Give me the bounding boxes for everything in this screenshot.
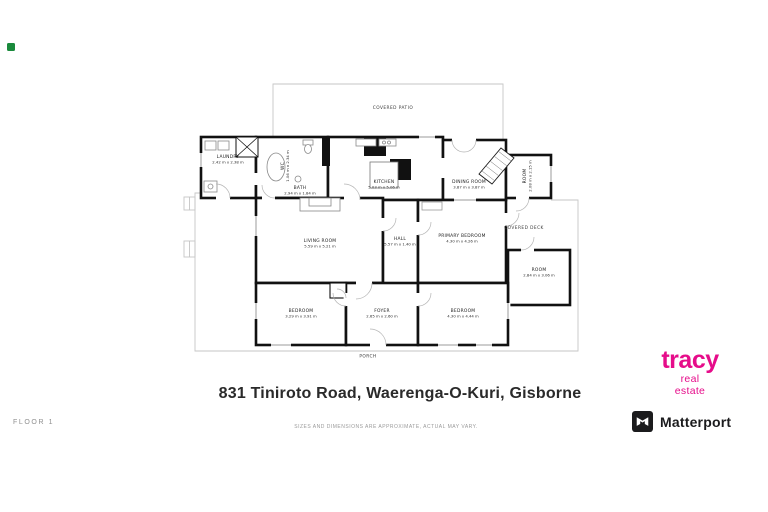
svg-text:3.87 m x 3.87 m: 3.87 m x 3.87 m xyxy=(453,184,485,190)
right-room-label: ROOM xyxy=(531,268,547,273)
svg-text:5.03 m x 5.06 m: 5.03 m x 5.06 m xyxy=(368,184,400,190)
disclaimer-text: SIZES AND DIMENSIONS ARE APPROXIMATE, ACTUAL MAY VARY. xyxy=(294,424,478,430)
kitchen-label: KITCHEN xyxy=(373,180,395,185)
svg-text:5.57 m x 1.40 m: 5.57 m x 1.40 m xyxy=(384,241,416,247)
svg-text:2.42 m x 2.38 m: 2.42 m x 2.38 m xyxy=(212,159,244,165)
living-room-label: LIVING ROOM xyxy=(303,239,337,244)
svg-text:2.94 m x 1.84 m: 2.94 m x 1.84 m xyxy=(284,190,316,196)
bath-label: BATH xyxy=(293,186,307,191)
wardrobe xyxy=(422,202,442,210)
dining-room-label: DINING ROOM xyxy=(452,180,486,185)
right-room xyxy=(508,250,570,305)
top-right-room-label: ROOM xyxy=(523,168,528,184)
svg-text:2.65 m x 2.60 m: 2.65 m x 2.60 m xyxy=(366,313,398,319)
property-address: 831 Tiniroto Road, Waerenga-O-Kuri, Gisborne xyxy=(218,385,582,402)
porch-label: PORCH xyxy=(359,354,377,360)
svg-text:2.84 m x 3.06 m: 2.84 m x 3.06 m xyxy=(523,272,555,278)
agency-tagline-1: real xyxy=(680,373,700,385)
agency-name: tracy xyxy=(661,346,719,374)
primary-bedroom-label: PRIMARY BEDROOM xyxy=(438,234,486,239)
toilet-icon xyxy=(305,145,312,154)
hatched-cupboard xyxy=(236,137,258,157)
covered-patio-label: COVERED PATIO xyxy=(372,106,414,111)
svg-text:3.29 m x 3.91 m: 3.29 m x 3.91 m xyxy=(285,313,317,319)
svg-text:5.59 m x 5.21 m: 5.59 m x 5.21 m xyxy=(304,243,336,249)
kitchen-bench xyxy=(356,139,376,146)
agency-tagline-2: estate xyxy=(674,384,706,397)
floor-plan-drawing xyxy=(176,78,588,364)
svg-text:4.30 m x 4.26 m: 4.30 m x 4.26 m xyxy=(446,238,478,244)
dryer-icon xyxy=(218,141,229,150)
agency-logo xyxy=(630,348,750,396)
covered-patio-outline xyxy=(273,84,503,140)
laundry-label: LAUNDRY xyxy=(216,155,240,160)
svg-text:2.08 m x 2.15 m: 2.08 m x 2.15 m xyxy=(527,160,533,192)
wc-label: WC xyxy=(281,162,286,170)
foyer-label: FOYER xyxy=(374,309,390,314)
provider-name: Matterport xyxy=(660,413,732,430)
bedroom-left-label: BEDROOM xyxy=(288,309,314,314)
svg-text:1.06 m x 2.34 m: 1.06 m x 2.34 m xyxy=(285,150,290,182)
hall-label: HALL xyxy=(393,237,407,242)
bedroom-right-label: BEDROOM xyxy=(450,309,476,314)
floor-label: FLOOR 1 xyxy=(13,419,55,426)
svg-text:4.30 m x 4.44 m: 4.30 m x 4.44 m xyxy=(447,313,479,319)
status-dot xyxy=(7,43,15,51)
covered-deck-label: COVERED DECK xyxy=(504,226,544,231)
washer-icon xyxy=(205,141,216,150)
basin-icon xyxy=(295,176,301,182)
